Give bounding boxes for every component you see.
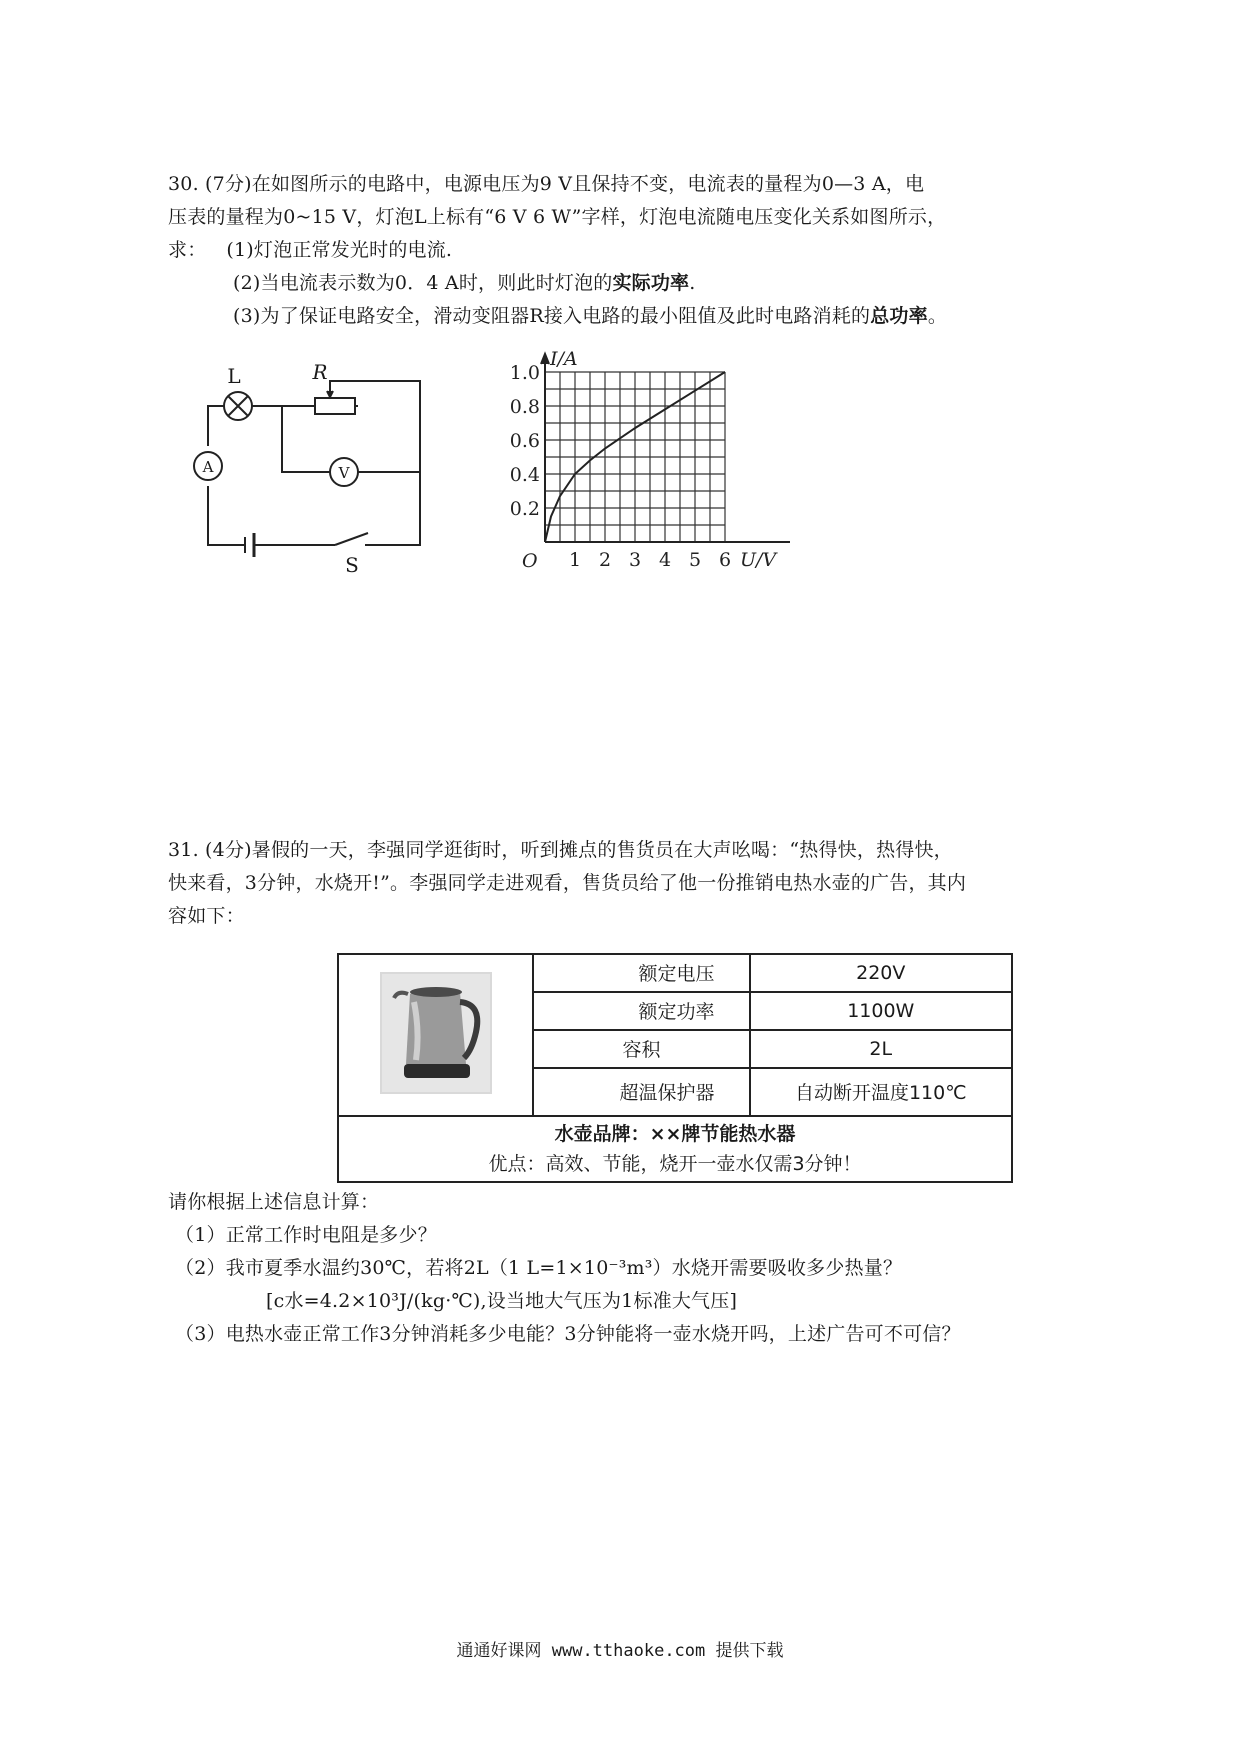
y-tick-label: 0.4 [509, 464, 540, 486]
q30-sub3: (3)为了保证电路安全，滑动变阻器R接入电路的最小阻值及此时电路消耗的总功率。 [233, 305, 948, 327]
lamp-label: L [227, 364, 241, 388]
spec-label-voltage: 额定电压 [533, 954, 749, 992]
q30-sub2-bold: 实际功率 [612, 272, 690, 294]
x-tick-label: 2 [598, 549, 612, 571]
x-tick-label: 5 [688, 549, 702, 571]
spec-value-voltage: 220V [750, 954, 1012, 992]
x-tick-label: 4 [658, 549, 672, 571]
q31-intro: 请你根据上述信息计算： [168, 1191, 380, 1213]
ad-footer-cell [338, 1116, 1012, 1182]
x-tick-label: 3 [628, 549, 642, 571]
switch-symbol [335, 533, 368, 545]
y-tick-label: 0.8 [509, 396, 540, 418]
x-axis-label: U/V [740, 549, 777, 571]
rheostat-label: R [312, 360, 328, 384]
x-tick-label: 6 [718, 549, 732, 571]
advantage-text: 优点：高效、节能，烧开一壶水仅需3分钟！ [488, 1153, 862, 1175]
graph-grid [545, 372, 725, 542]
spec-value-protector: 自动断开温度110℃ [750, 1068, 1012, 1116]
kettle-image-cell [338, 954, 533, 1116]
ammeter-label: A [202, 458, 214, 476]
spec-value-volume: 2L [750, 1030, 1012, 1068]
spec-label-power: 额定功率 [533, 992, 749, 1030]
y-tick-label: 0.2 [509, 498, 540, 520]
origin-label: O [522, 550, 538, 572]
brand-text: 水壶品牌：××牌节能热水器 [554, 1123, 796, 1145]
q30-ask-prefix: 求： [168, 239, 207, 261]
q30-line1: 30. (7分)在如图所示的电路中，电源电压为9 V且保持不变，电流表的量程为0—3 A，电 [168, 173, 925, 195]
q31-sub3: （3）电热水壶正常工作3分钟消耗多少电能？3分钟能将一壶水烧开吗，上述广告可不可信？ [175, 1323, 961, 1345]
q30-sub2: (2)当电流表示数为0．4 A时，则此时灯泡的实际功率. [233, 272, 696, 294]
y-tick-label: 0.6 [509, 430, 540, 452]
iu-graph [500, 342, 800, 582]
y-tick-label: 1.0 [509, 362, 540, 384]
x-tick-label: 1 [568, 549, 582, 571]
q30-line2: 压表的量程为0~15 V，灯泡L上标有“6 V 6 W”字样，灯泡电流随电压变化关系如图所示， [168, 206, 947, 228]
q31-sub2-note: [c水=4.2×10³J/(kg·℃),设当地大气压为1标准大气压] [266, 1290, 738, 1312]
q31-line1: 31. (4分)暑假的一天，李强同学逛街时，听到摊点的售货员在大声吆喝：“热得快，热得快， [168, 839, 953, 861]
q31-sub1: （1）正常工作时电阻是多少？ [175, 1224, 437, 1246]
q31-line3: 容如下： [168, 905, 245, 927]
spec-value-power: 1100W [750, 992, 1012, 1030]
kettle-image [380, 972, 492, 1094]
q30-sub1: (1)灯泡正常发光时的电流. [226, 239, 453, 261]
q30-sub3-bold: 总功率 [870, 305, 928, 327]
switch-label: S [345, 553, 359, 575]
footer-credit: 通通好课网 www.tthaoke.com 提供下载 [456, 1641, 784, 1661]
q31-sub2: （2）我市夏季水温约30℃，若将2L（1 L=1×10⁻³m³）水烧开需要吸收多少热量？ [175, 1257, 903, 1279]
spec-label-protector: 超温保护器 [533, 1068, 749, 1116]
q30-line3 [168, 238, 452, 262]
rheostat-symbol [315, 398, 355, 414]
q31-line2: 快来看，3分钟，水烧开!”。李强同学走进观看，售货员给了他一份推销电热水壶的广告，其内 [168, 872, 967, 894]
y-axis-label: I/A [550, 348, 578, 370]
voltmeter-label: V [338, 464, 350, 482]
circuit-diagram [190, 355, 440, 575]
kettle-ad-table [337, 953, 1013, 1183]
spec-label-volume: 容积 [533, 1030, 749, 1068]
